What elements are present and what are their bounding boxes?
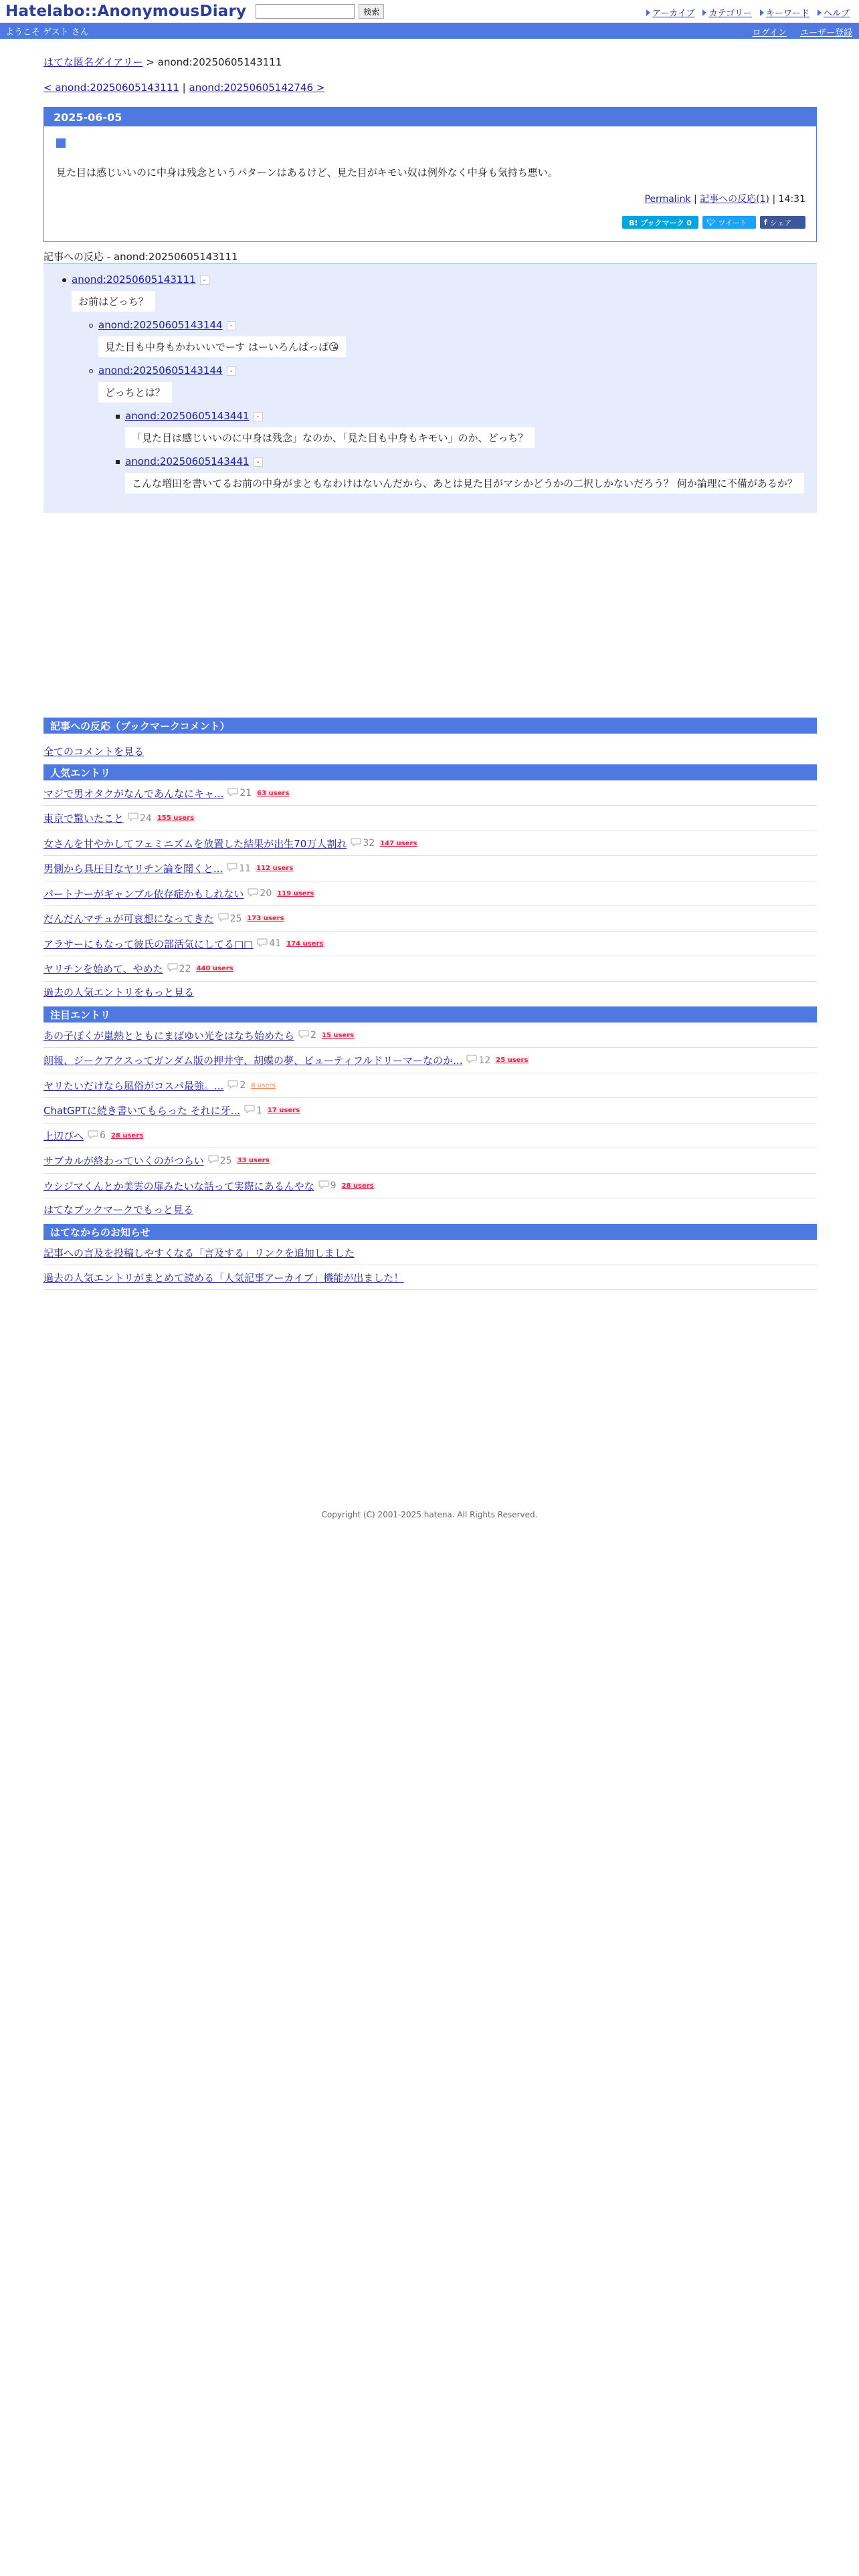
reaction-link[interactable]: anond:20250605143144 <box>98 364 223 377</box>
attention-more-link[interactable]: はてなブックマークでもっと見る <box>43 1204 193 1216</box>
prev-next-nav <box>43 82 324 94</box>
top-nav <box>646 6 850 19</box>
bullet-icon <box>62 278 66 282</box>
twitter-icon: 🐦︎ <box>706 218 719 227</box>
collapse-icon[interactable]: - <box>254 457 263 467</box>
comment-bubble-icon <box>227 1080 240 1091</box>
site-logo[interactable]: Hatelabo::AnonymousDiary <box>5 3 247 20</box>
entry-row-title[interactable]: 朗報、ジークアクスってガンダム版の押井守、胡蝶の夢、ビューティフルドリーマーなのか... <box>43 1055 463 1067</box>
entry-row <box>43 807 817 831</box>
reaction-node <box>98 364 236 377</box>
comment-bubble-icon <box>208 1155 220 1166</box>
welcome-text: ようこそ ゲスト さん <box>5 27 89 37</box>
comment-count[interactable]: 6 <box>88 1130 106 1142</box>
reaction-text: 「見た目は感じいいのに中身は残念」なのか、「見た目も中身もキモい」のか、どっち？ <box>125 427 535 448</box>
bookmark-users-badge[interactable]: 25 users <box>496 1057 529 1064</box>
all-comments-link[interactable]: 全てのコメントを見る <box>43 746 145 758</box>
entry-row-title[interactable]: 上辺ぴへ <box>43 1130 84 1142</box>
comment-bubble-icon <box>128 813 140 824</box>
prevnext-sep: | <box>179 82 189 94</box>
comment-bubble-icon <box>318 1180 330 1192</box>
collapse-icon[interactable]: - <box>254 412 263 421</box>
breadcrumb-sep: > <box>142 56 158 68</box>
comment-count[interactable]: 20 <box>248 888 272 899</box>
bookmark-users-badge[interactable]: 33 users <box>237 1157 270 1164</box>
reaction-node <box>72 274 209 286</box>
bookmark-users-badge[interactable]: 28 users <box>110 1132 144 1140</box>
comment-bubble-icon <box>88 1130 100 1142</box>
welcome-bar <box>0 23 859 39</box>
comment-bubble-icon <box>227 863 239 874</box>
comment-count[interactable]: 25 <box>208 1155 232 1166</box>
entry-row <box>43 1099 817 1123</box>
bookmark-users-badge[interactable]: 155 users <box>157 815 194 822</box>
comment-count[interactable]: 2 <box>298 1030 316 1041</box>
entry-row <box>43 932 817 956</box>
entry-row <box>43 1023 817 1048</box>
entry-row-title[interactable]: サブカルが終わっていくのがつらい <box>43 1155 204 1167</box>
hatena-bookmark-button[interactable]: B! ブックマーク 0 <box>622 216 698 229</box>
arrow-right-icon <box>702 9 706 16</box>
arrow-right-icon <box>646 9 650 16</box>
footer: Copyright (C) 2001-2025 hatena. All Rights Reserved. <box>321 1510 538 1519</box>
register-link[interactable]: ユーザー登録 <box>799 28 852 38</box>
comment-bubble-icon <box>466 1055 478 1066</box>
reaction-node <box>98 319 236 331</box>
bookmark-users-badge[interactable]: 119 users <box>277 889 314 897</box>
comment-count[interactable]: 2 <box>227 1080 246 1091</box>
bookmark-users-badge[interactable]: 15 users <box>321 1031 355 1039</box>
entry-row-title[interactable]: ヤリたいだけなら風俗がコスパ最強。... <box>43 1079 224 1092</box>
reactions-link[interactable]: 記事への反応(1) <box>700 194 770 205</box>
bookmark-users-badge[interactable]: 17 users <box>267 1107 300 1114</box>
reaction-text: お前はどっち？ <box>72 291 155 312</box>
popular-heading: 人気エントリ <box>43 764 817 780</box>
nav-keyword[interactable]: キーワード <box>760 6 809 19</box>
entry-row <box>43 1174 817 1198</box>
comment-count[interactable]: 21 <box>227 788 252 799</box>
comment-bubble-icon <box>167 963 179 974</box>
comment-bubble-icon <box>257 938 269 950</box>
arrow-right-icon <box>818 9 822 16</box>
reaction-text: 見た目も中身もかわいいでーす はーいろんぱっぱ😘 <box>98 336 346 357</box>
reaction-link[interactable]: anond:20250605143441 <box>125 455 250 467</box>
reaction-node <box>125 455 263 467</box>
bookmark-users-badge[interactable]: 147 users <box>380 839 417 847</box>
entry-time: 14:31 <box>778 194 805 205</box>
entry-row <box>43 1123 817 1148</box>
top-bar <box>0 0 859 23</box>
entry-row-title[interactable]: 東京で驚いたこと <box>43 813 124 825</box>
nav-archive[interactable]: アーカイブ <box>646 6 695 19</box>
news-heading: はてなからのお知らせ <box>43 1224 817 1240</box>
search-button[interactable]: 検索 <box>359 4 384 19</box>
reaction-text: こんな増田を書いてるお前の中身がまともなわけはないんだから、あとは見た目がマシかどうかの二択しかないだろう？ 何か論理に不備があるか？ <box>125 473 804 494</box>
bookmark-users-badge[interactable]: 8 users <box>251 1081 276 1089</box>
reactions-label: 記事への反応 - anond:20250605143111 <box>43 251 238 263</box>
entry-row <box>43 857 817 881</box>
news-item-title[interactable]: 過去の人気エントリがまとめて読める「人気記事アーカイブ」機能が出ました！ <box>43 1271 404 1284</box>
news-item[interactable] <box>43 1265 817 1290</box>
bookmark-users-badge[interactable]: 174 users <box>286 940 324 948</box>
arrow-right-icon <box>760 9 764 16</box>
popular-more-link[interactable]: 過去の人気エントリをもっと見る <box>43 986 195 998</box>
entry-row <box>43 907 817 932</box>
breadcrumb <box>43 55 282 69</box>
news-item[interactable] <box>43 1241 817 1265</box>
comment-bubble-icon <box>351 838 363 849</box>
comment-count[interactable]: 32 <box>351 838 375 849</box>
comment-count[interactable]: 25 <box>218 913 242 924</box>
comment-count[interactable]: 24 <box>128 813 152 824</box>
comment-bubble-icon <box>298 1030 310 1041</box>
news-item-title[interactable]: 記事への言及を投稿しやすくなる「言及する」リンクを追加しました <box>43 1247 355 1259</box>
bullet-icon <box>116 415 120 419</box>
comment-count[interactable]: 9 <box>318 1180 337 1192</box>
entry-row <box>43 1049 817 1073</box>
comment-count[interactable]: 41 <box>257 938 281 950</box>
prev-entry-link[interactable]: < anond:20250605143111 <box>43 82 179 94</box>
entry-row-title[interactable]: あの子ぼくが嵐熱とともにまばゆい光をはなち始めたら <box>43 1029 295 1042</box>
entry-title-square-icon[interactable] <box>56 138 66 148</box>
entry-row <box>43 781 817 806</box>
entry-row-title[interactable]: ChatGPTに続き書いてもらった それに牙... <box>43 1105 240 1117</box>
comment-count[interactable]: 11 <box>227 863 251 874</box>
comment-count[interactable]: 1 <box>244 1105 262 1116</box>
attention-heading: 注目エントリ <box>43 1006 817 1023</box>
bookmark-users-badge[interactable]: 440 users <box>196 965 233 972</box>
bullet-icon <box>116 460 120 464</box>
collapse-icon[interactable]: - <box>200 276 209 285</box>
entry-row <box>43 1073 817 1098</box>
entry-row-title[interactable]: だんだんマチュが可哀想になってきた <box>43 913 214 925</box>
entry-row-title[interactable]: アラサーにもなって彼氏の部活気にしてる□□ <box>43 938 254 950</box>
entry-date: 2025-06-05 <box>44 108 816 126</box>
entry-row <box>43 831 817 856</box>
diary-entry <box>43 107 817 242</box>
next-entry-link[interactable]: anond:20250605142746 > <box>189 82 325 94</box>
reaction-text: どっちとは？ <box>98 382 172 403</box>
bookmark-users-badge[interactable]: 63 users <box>257 789 290 797</box>
comment-count[interactable]: 12 <box>466 1055 490 1066</box>
reaction-link[interactable]: anond:20250605143441 <box>125 410 250 422</box>
reaction-link[interactable]: anond:20250605143111 <box>72 274 196 286</box>
search-input[interactable] <box>256 4 355 19</box>
social-buttons <box>622 216 805 229</box>
bookmark-comments-heading: 記事への反応（ブックマークコメント） <box>43 718 817 734</box>
bookmark-users-badge[interactable]: 112 users <box>256 865 294 872</box>
facebook-share-button[interactable]: f シェア <box>760 216 805 229</box>
comment-count[interactable]: 22 <box>167 963 191 974</box>
reaction-link[interactable]: anond:20250605143144 <box>98 319 223 331</box>
entry-row-title[interactable]: ウシジマくんとか美雲の扉みたいな話って実際にあるんやな <box>43 1180 314 1192</box>
nav-help[interactable]: ヘルプ <box>818 6 850 19</box>
collapse-icon[interactable]: - <box>227 366 236 376</box>
bullet-icon <box>89 369 93 373</box>
bookmark-users-badge[interactable]: 28 users <box>341 1182 374 1190</box>
permalink[interactable]: Permalink <box>644 194 691 205</box>
comment-bubble-icon <box>218 913 230 924</box>
entry-row <box>43 1149 817 1174</box>
login-link[interactable]: ログイン <box>752 28 787 38</box>
collapse-icon[interactable]: - <box>227 321 236 330</box>
breadcrumb-home[interactable]: はてな匿名ダイアリー <box>43 56 143 68</box>
entry-row-title[interactable]: パートナーがギャンブル依存症かもしれない <box>43 887 244 900</box>
entry-row <box>43 957 817 982</box>
facebook-icon: f <box>764 218 770 227</box>
entry-meta: Permalink | 記事への反応(1) | 14:31 <box>644 194 805 205</box>
entry-body: 見た目は感じいいのに中身は残念というパターンはあるけど、見た目がキモい奴は例外なく中身も気持ち悪い。 <box>56 167 558 179</box>
entry-row-title[interactable]: 男側から具圧目なヤリチン論を聞くと... <box>43 863 223 875</box>
bookmark-users-badge[interactable]: 173 users <box>247 915 284 922</box>
entry-row-title[interactable]: 女さんを甘やかしてフェミニズムを放置した結果が出生70万人割れ <box>43 837 347 850</box>
reactions-tree <box>43 263 817 513</box>
entry-row-title[interactable]: ヤリチンを始めて、やめた <box>43 963 163 975</box>
bullet-icon <box>89 324 93 328</box>
reaction-node <box>125 410 263 422</box>
entry-row-title[interactable]: マジで男オタクがなんであんなにキャ... <box>43 787 224 800</box>
tweet-button[interactable]: 🐦︎ ツイート <box>702 216 756 229</box>
breadcrumb-current: anond:20250605143111 <box>157 56 282 68</box>
comment-bubble-icon <box>244 1105 256 1116</box>
entry-row <box>43 881 817 906</box>
comment-bubble-icon <box>227 788 240 799</box>
nav-category[interactable]: カテゴリー <box>702 6 751 19</box>
comment-bubble-icon <box>248 888 260 899</box>
